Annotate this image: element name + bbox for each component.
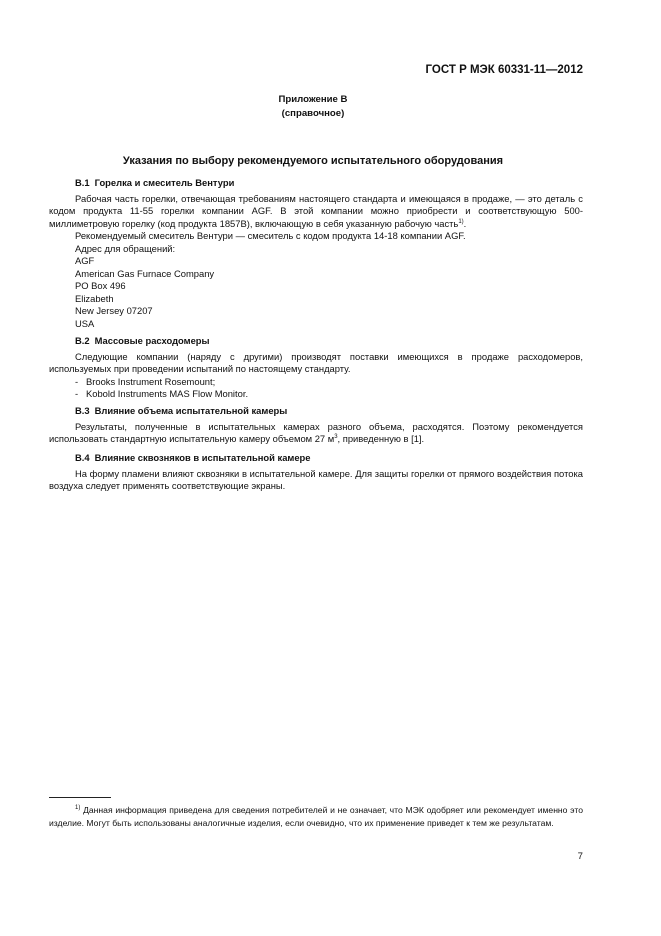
footnote [49, 804, 583, 830]
section-b2 [49, 335, 583, 401]
address-line: Elizabeth [75, 292, 114, 304]
paragraph: На форму пламени влияют сквозняки в испытательной камере. Для защиты горелки от прямого воздействия потока воздуха следует применять соответствующие экраны. [49, 467, 583, 491]
section-number: В.3 [75, 405, 90, 416]
paragraph-text: Результаты, полученные в испытательных камерах разного объема, расходятся. Поэтому рекомендуется использовать стандартную испытательную камеру объемом 27 м [49, 420, 583, 444]
paragraph: Рекомендуемый смеситель Вентури — смеситель с кодом продукта 14-18 компании AGF. [75, 230, 466, 241]
paragraph-text-end: , приведенную в [1]. [337, 433, 425, 444]
paragraph [49, 421, 583, 446]
section-heading [49, 405, 583, 418]
section-heading [49, 177, 583, 190]
list-item [49, 376, 583, 389]
section-b4 [49, 452, 583, 493]
section-title: Влияние объема испытательной камеры [94, 405, 288, 416]
address-label: Адрес для обращений: [75, 242, 176, 254]
list-dash: - [75, 375, 79, 387]
section-b3 [49, 405, 583, 446]
section-b1 [49, 177, 583, 330]
list-item-text: Kobold Instruments MAS Flow Monitor. [86, 388, 249, 399]
section-heading [49, 452, 583, 465]
address-line: American Gas Furnace Company [75, 267, 215, 279]
paragraph-text: Рабочая часть горелки, отвечающая требованиям настоящего стандарта и имеющаяся в продаже, — это деталь с кодом продукта 11-55 горелки компании AGF. В этой компании можно приобрести и соответствующую 500-миллиметровую горелку (код продукта 1857В), включающую в себя указанную рабочую часть [49, 192, 583, 229]
footnote-ref[interactable]: 1) [458, 218, 464, 225]
paragraph [49, 193, 583, 231]
section-number: В.4 [75, 452, 90, 463]
section-number: В.2 [75, 335, 90, 346]
section-heading [49, 335, 583, 348]
list-dash: - [75, 388, 79, 399]
footnote-text: Данная информация приведена для сведения потребителей и не означает, что МЭК одобряет или рекомендует именно это изделие. Могут быть использованы аналогичные изделия, если очевидно, что их применение приведет к тем же результатам. [49, 805, 583, 828]
page-number: 7 [577, 851, 583, 862]
address-line: USA [75, 317, 95, 329]
footnote-divider [49, 797, 111, 798]
annex-heading [0, 93, 626, 121]
section-title: Влияние сквозняков в испытательной камере [94, 452, 311, 463]
section-title: Массовые расходомеры [94, 335, 210, 346]
footnote-marker: 1) [75, 805, 81, 811]
paragraph-text-end: . [463, 217, 467, 229]
standard-code: ГОСТ Р МЭК 60331-11—2012 [425, 64, 583, 76]
address-line: AGF [75, 255, 95, 266]
page-title: Указания по выбору рекомендуемого испытательного оборудования [122, 155, 504, 167]
paragraph: Следующие компании (наряду с другими) производят поставки имеющихся в продаже расходомеров, используемых при проведении испытаний по настоящему стандарту. [49, 350, 583, 374]
address-line: PO Box 496 [75, 280, 126, 291]
section-title: Горелка и смеситель Вентури [94, 177, 235, 188]
list-item-text: Brooks Instrument Rosemount; [86, 375, 216, 387]
superscript: 3 [334, 434, 338, 440]
annex-label: Приложение В [278, 94, 348, 105]
section-number: В.1 [75, 177, 90, 188]
address-line: New Jersey 07207 [75, 305, 153, 316]
list-item [49, 388, 583, 401]
annex-type: (справочное) [281, 108, 345, 119]
